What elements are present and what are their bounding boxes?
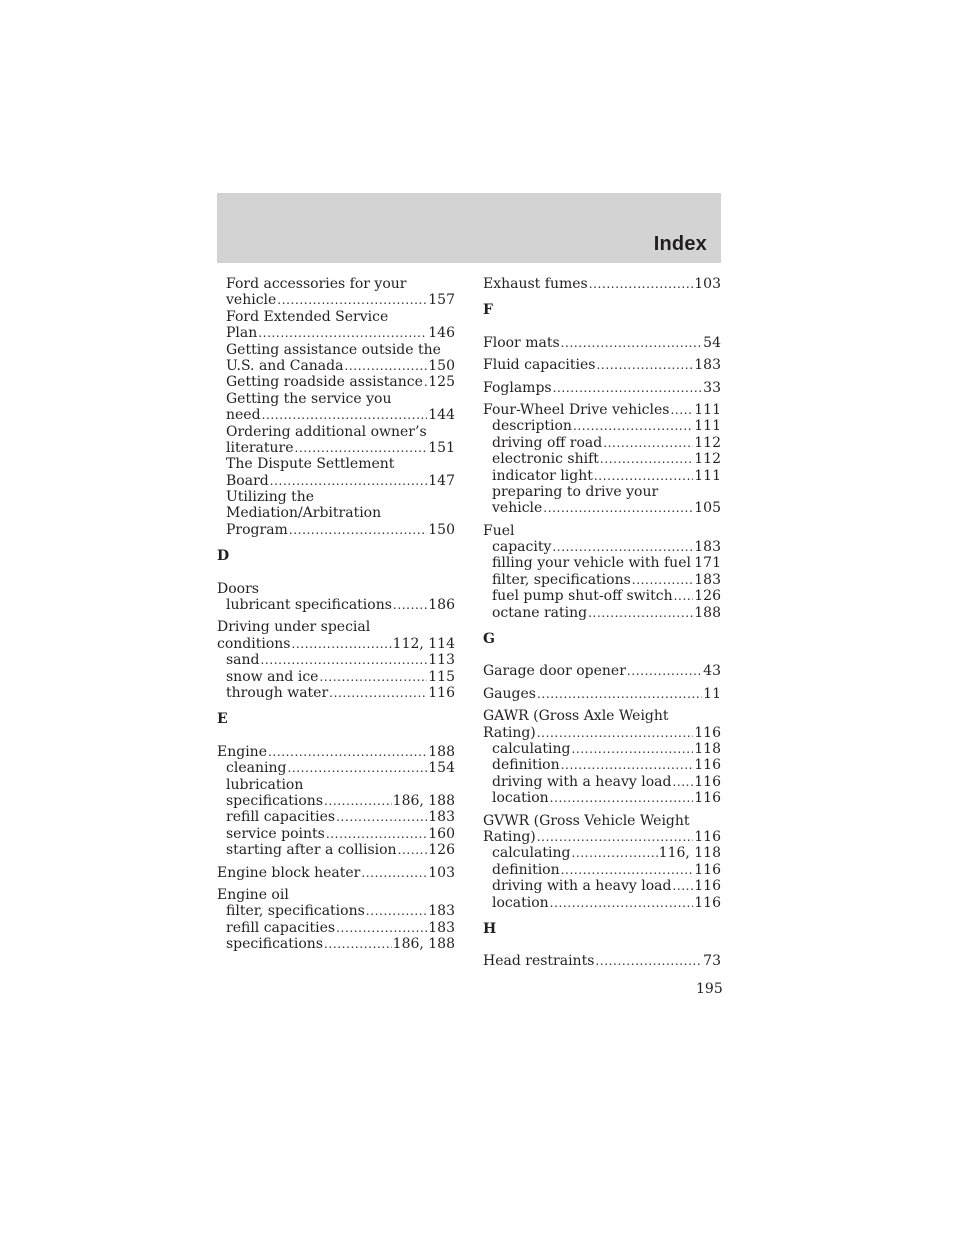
entry-page-number: 126 — [694, 588, 721, 605]
dot-leader — [550, 895, 694, 911]
entry-text: Board — [226, 472, 269, 489]
entry-text: Fluid capacities — [483, 357, 596, 374]
index-entry — [483, 829, 721, 845]
index-subentry — [217, 292, 455, 308]
index-entry — [483, 686, 721, 702]
index-subentry — [483, 468, 721, 484]
entry-text: Mediation/Arbitration — [226, 505, 382, 522]
entry-page-number: 126 — [428, 842, 455, 859]
dot-leader — [603, 435, 693, 451]
entry-text: Engine block heater — [217, 864, 361, 881]
entry-text: Plan — [226, 325, 258, 342]
dot-leader — [674, 588, 694, 604]
entry-text: location — [492, 894, 549, 911]
entry-text: driving with a heavy load — [492, 773, 672, 790]
dot-leader — [262, 407, 428, 423]
index-subentry — [217, 936, 455, 952]
dot-leader — [398, 842, 428, 858]
entry-text: snow and ice — [226, 668, 319, 685]
entry-text: service points — [226, 825, 325, 842]
entry-text: starting after a collision — [226, 842, 397, 859]
entry-page-number: 112 — [694, 451, 721, 468]
entry-page-number: 146 — [428, 325, 455, 342]
entry-text: vehicle — [226, 292, 277, 309]
index-subentry — [483, 484, 721, 500]
entry-page-number: 116, 118 — [658, 845, 721, 862]
entry-text: filter, specifications — [226, 903, 365, 920]
page-number: 195 — [696, 981, 723, 997]
entry-text: driving with a heavy load — [492, 878, 672, 895]
dot-leader — [366, 903, 427, 919]
dot-leader — [270, 473, 428, 489]
dot-leader — [600, 451, 693, 467]
dot-leader — [670, 402, 693, 418]
dot-leader — [588, 605, 693, 621]
index-entry — [217, 636, 455, 652]
dot-leader — [589, 276, 694, 292]
entry-page-number: 54 — [703, 334, 721, 351]
entry-text: Ford accessories for your — [226, 276, 407, 292]
index-subentry — [217, 276, 455, 292]
entry-text: Gauges — [483, 685, 536, 702]
index-column-right — [483, 276, 721, 970]
entry-page-number: 183 — [428, 919, 455, 936]
dot-leader — [329, 685, 427, 701]
dot-leader — [393, 597, 427, 613]
index-subentry — [483, 418, 721, 434]
entry-page-number: 111 — [694, 401, 721, 418]
index-subentry — [483, 605, 721, 621]
dot-leader — [543, 500, 693, 516]
entry-page-number: 125 — [428, 374, 455, 391]
index-subentry — [483, 539, 721, 555]
dot-leader — [537, 829, 694, 845]
entry-page-number: 33 — [703, 379, 721, 396]
entry-text: refill capacities — [226, 809, 336, 826]
dot-leader — [326, 826, 427, 842]
index-entry — [483, 663, 721, 679]
index-subentry — [483, 862, 721, 878]
index-subentry — [483, 895, 721, 911]
entry-text: The Dispute Settlement — [226, 456, 395, 473]
index-subentry — [217, 440, 455, 456]
index-entry — [483, 380, 721, 396]
entry-page-number: 160 — [428, 825, 455, 842]
entry-page-number: 116 — [694, 828, 721, 845]
index-subentry — [217, 505, 455, 521]
index-subentry — [217, 809, 455, 825]
index-subentry — [483, 741, 721, 757]
entry-text: Doors — [217, 580, 259, 597]
index-subentry — [217, 903, 455, 919]
dot-leader — [336, 920, 427, 936]
entry-page-number: 186 — [428, 597, 455, 614]
entry-text: indicator light — [492, 467, 593, 484]
index-entry — [483, 725, 721, 741]
index-entry — [483, 523, 721, 539]
entry-text: Driving under special — [217, 619, 371, 636]
entry-page-number: 151 — [428, 439, 455, 456]
entry-text: filter, specifications — [492, 571, 631, 588]
index-subentry — [217, 325, 455, 341]
index-subentry — [483, 588, 721, 604]
entry-page-number: 157 — [428, 292, 455, 309]
index-entry — [483, 276, 721, 292]
index-subentry — [217, 597, 455, 613]
index-subentry — [483, 435, 721, 451]
entry-text: Program — [226, 521, 288, 538]
entry-page-number: 186, 188 — [392, 792, 455, 809]
entry-page-number: 113 — [428, 652, 455, 669]
entry-page-number: 112 — [694, 434, 721, 451]
dot-leader — [291, 636, 391, 652]
entry-page-number: 116 — [694, 878, 721, 895]
entry-page-number: 118 — [694, 740, 721, 757]
index-entry — [483, 708, 721, 724]
dot-leader — [361, 865, 427, 881]
entry-text: conditions — [217, 635, 291, 652]
dot-leader — [537, 725, 694, 741]
index-subentry — [483, 878, 721, 894]
entry-page-number: 116 — [694, 861, 721, 878]
entry-text: Ordering additional owner’s — [226, 423, 427, 440]
page-title: Index — [653, 233, 707, 255]
entry-page-number: 43 — [703, 663, 721, 680]
dot-leader — [595, 953, 702, 969]
dot-leader — [324, 793, 392, 809]
entry-text: specifications — [226, 792, 324, 809]
entry-text: U.S. and Canada — [226, 357, 344, 374]
index-subentry — [483, 790, 721, 806]
index-subentry — [217, 342, 455, 358]
entry-page-number: 183 — [428, 903, 455, 920]
dot-leader — [561, 862, 694, 878]
dot-leader — [571, 741, 693, 757]
dot-leader — [537, 686, 702, 702]
dot-leader — [424, 374, 427, 390]
dot-leader — [561, 757, 694, 773]
index-subentry — [217, 473, 455, 489]
index-subentry — [483, 572, 721, 588]
entry-page-number: 116 — [694, 773, 721, 790]
index-subentry — [217, 920, 455, 936]
dot-leader — [319, 669, 427, 685]
entry-page-number: 111 — [694, 418, 721, 435]
index-subentry — [217, 777, 455, 793]
index-subentry — [217, 842, 455, 858]
entry-page-number: 154 — [428, 760, 455, 777]
entry-text: location — [492, 790, 549, 807]
entry-text: octane rating — [492, 604, 588, 621]
dot-leader — [553, 380, 703, 396]
entry-page-number: 171 — [694, 555, 721, 572]
dot-leader — [594, 468, 693, 484]
entry-text: Exhaust fumes — [483, 276, 588, 292]
dot-leader — [597, 357, 694, 373]
entry-text: Foglamps — [483, 379, 552, 396]
index-subentry — [483, 500, 721, 516]
entry-page-number: 73 — [703, 953, 721, 970]
entry-page-number: 112, 114 — [392, 635, 455, 652]
entry-text: calculating — [492, 740, 571, 757]
dot-leader — [561, 335, 703, 351]
entry-page-number: 116 — [694, 724, 721, 741]
section-letter: H — [483, 920, 497, 937]
entry-page-number: 186, 188 — [392, 936, 455, 953]
entry-page-number: 150 — [428, 521, 455, 538]
entry-text: Head restraints — [483, 953, 595, 970]
dot-leader — [324, 936, 392, 952]
index-subentry — [483, 757, 721, 773]
entry-page-number: 183 — [428, 809, 455, 826]
entry-text: specifications — [226, 936, 324, 953]
entry-text: Engine oil — [217, 886, 289, 903]
dot-leader — [268, 744, 427, 760]
index-subentry — [217, 358, 455, 374]
entry-text: fuel pump shut-off switch — [492, 588, 673, 605]
entry-text: calculating — [492, 845, 571, 862]
index-subentry — [217, 456, 455, 472]
index-subentry — [217, 826, 455, 842]
index-entry — [217, 581, 455, 597]
entry-page-number: 111 — [694, 467, 721, 484]
entry-text: Getting the service you — [226, 390, 392, 407]
entry-text: description — [492, 418, 572, 435]
index-subentry — [217, 522, 455, 538]
entry-text: Fuel — [483, 522, 515, 539]
entry-page-number: 103 — [428, 864, 455, 881]
dot-leader — [287, 760, 427, 776]
dot-leader — [336, 809, 427, 825]
entry-text: preparing to drive your — [492, 483, 659, 500]
entry-text: Getting roadside assistance — [226, 374, 423, 391]
section-letter: E — [217, 711, 228, 728]
entry-page-number: 105 — [694, 500, 721, 517]
entry-page-number: 11 — [703, 685, 721, 702]
entry-text: cleaning — [226, 760, 287, 777]
index-subentry — [217, 374, 455, 390]
entry-page-number: 116 — [694, 894, 721, 911]
index-subentry — [217, 652, 455, 668]
entry-text: capacity — [492, 539, 552, 556]
dot-leader — [632, 572, 693, 588]
entry-page-number: 183 — [694, 357, 721, 374]
index-column-left — [217, 276, 455, 952]
section-letter: G — [483, 631, 495, 648]
index-subentry — [217, 669, 455, 685]
entry-text: literature — [226, 439, 294, 456]
entry-text: GVWR (Gross Vehicle Weight — [483, 812, 690, 829]
entry-text: refill capacities — [226, 919, 336, 936]
dot-leader — [289, 522, 427, 538]
entry-text: Rating) — [483, 828, 536, 845]
dot-leader — [552, 539, 693, 555]
entry-text: Engine — [217, 743, 267, 760]
entry-page-number: 183 — [694, 539, 721, 556]
entry-text: Getting assistance outside the — [226, 341, 441, 358]
entry-text: electronic shift — [492, 451, 599, 468]
entry-page-number: 116 — [694, 790, 721, 807]
entry-page-number: 115 — [428, 668, 455, 685]
dot-leader — [550, 790, 694, 806]
dot-leader — [258, 325, 427, 341]
index-entry — [217, 619, 455, 635]
index-entry — [483, 335, 721, 351]
dot-leader — [573, 418, 693, 434]
entry-page-number: 188 — [428, 743, 455, 760]
entry-text: Floor mats — [483, 334, 560, 351]
entry-text: lubricant specifications — [226, 597, 392, 614]
entry-text: Ford Extended Service — [226, 308, 389, 325]
index-subentry — [483, 555, 721, 571]
index-subentry — [217, 424, 455, 440]
index-subentry — [217, 489, 455, 505]
entry-text: Garage door opener — [483, 663, 626, 680]
header-band — [217, 193, 721, 263]
dot-leader — [344, 358, 427, 374]
index-entry — [483, 402, 721, 418]
index-subentry — [217, 685, 455, 701]
dot-leader — [672, 878, 693, 894]
entry-page-number: 103 — [694, 276, 721, 292]
entry-text: driving off road — [492, 434, 603, 451]
index-subentry — [483, 774, 721, 790]
index-entry — [217, 744, 455, 760]
index-subentry — [217, 309, 455, 325]
section-letter: F — [483, 302, 493, 319]
dot-leader — [261, 652, 428, 668]
entry-text: definition — [492, 861, 560, 878]
dot-leader — [295, 440, 428, 456]
index-subentry — [217, 407, 455, 423]
dot-leader — [277, 292, 427, 308]
entry-text: need — [226, 407, 261, 424]
entry-text: GAWR (Gross Axle Weight — [483, 708, 669, 725]
index-entry — [217, 887, 455, 903]
index-subentry — [217, 391, 455, 407]
index-entry — [483, 813, 721, 829]
dot-leader — [571, 845, 657, 861]
entry-text: sand — [226, 652, 260, 669]
index-entry — [217, 865, 455, 881]
entry-page-number: 116 — [694, 757, 721, 774]
index-subentry — [483, 845, 721, 861]
entry-text: definition — [492, 757, 560, 774]
dot-leader — [672, 774, 693, 790]
entry-page-number: 116 — [428, 684, 455, 701]
entry-text: Utilizing the — [226, 489, 315, 506]
entry-text: lubrication — [226, 776, 304, 793]
index-subentry — [217, 760, 455, 776]
entry-page-number: 150 — [428, 357, 455, 374]
entry-text: Rating) — [483, 724, 536, 741]
dot-leader — [692, 555, 693, 571]
entry-page-number: 183 — [694, 571, 721, 588]
section-letter: D — [217, 548, 230, 565]
entry-text: through water — [226, 684, 329, 701]
dot-leader — [627, 663, 702, 679]
entry-text: vehicle — [492, 500, 543, 517]
entry-text: filling your vehicle with fuel — [492, 555, 691, 572]
index-entry — [483, 953, 721, 969]
entry-page-number: 188 — [694, 604, 721, 621]
index-subentry — [483, 451, 721, 467]
index-entry — [483, 357, 721, 373]
index-subentry — [217, 793, 455, 809]
entry-text: Four-Wheel Drive vehicles — [483, 401, 670, 418]
entry-page-number: 144 — [428, 407, 455, 424]
entry-page-number: 147 — [428, 472, 455, 489]
